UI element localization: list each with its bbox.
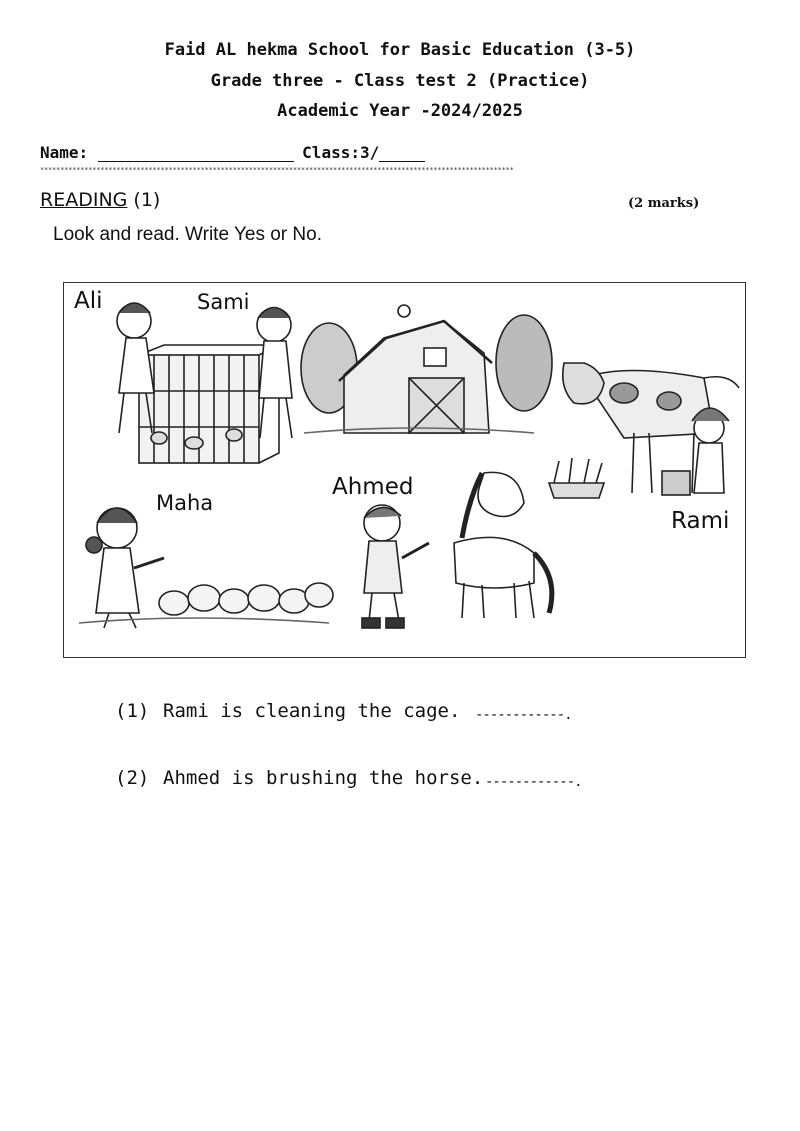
label-ahmed: Ahmed xyxy=(332,474,414,500)
test-title: Grade three - Class test 2 (Practice) xyxy=(210,71,590,91)
question-2 xyxy=(115,767,483,789)
farm-illustration xyxy=(64,283,747,659)
separator-line: ********************************************************************************************************************** xyxy=(40,166,514,174)
label-sami: Sami xyxy=(197,290,250,314)
class-field[interactable] xyxy=(379,145,425,162)
section-heading xyxy=(40,189,160,211)
question-1-number: (1) xyxy=(115,700,150,722)
chickens-scene xyxy=(79,508,333,628)
question-2-text: Ahmed is brushing the horse. xyxy=(163,767,484,789)
question-1-text: Rami is cleaning the cage. xyxy=(163,700,461,722)
cow-scene xyxy=(549,363,739,498)
question-2-number: (2) xyxy=(115,767,150,789)
label-maha: Maha xyxy=(156,491,214,515)
school-title: Faid AL hekma School for Basic Education (3-5) xyxy=(164,40,636,60)
academic-year: Academic Year -2024/2025 xyxy=(277,101,523,121)
student-info-line xyxy=(40,143,425,162)
question-1 xyxy=(115,700,460,722)
name-field[interactable] xyxy=(98,145,294,162)
cage-scene xyxy=(117,303,292,463)
section-number: (1) xyxy=(133,189,161,211)
name-label: Name: xyxy=(40,143,89,162)
section-title: READING xyxy=(40,189,128,211)
class-label: Class:3/ xyxy=(302,143,380,162)
barn-scene xyxy=(301,305,552,433)
question-1-answer-blank[interactable]: ------------. xyxy=(475,707,572,723)
marks-label: (2 marks) xyxy=(628,196,700,211)
question-2-answer-blank[interactable]: ------------. xyxy=(485,774,582,790)
label-ali: Ali xyxy=(74,288,103,314)
farm-picture xyxy=(63,282,746,658)
label-rami: Rami xyxy=(671,508,730,534)
instruction-text: Look and read. Write Yes or No. xyxy=(53,224,322,245)
